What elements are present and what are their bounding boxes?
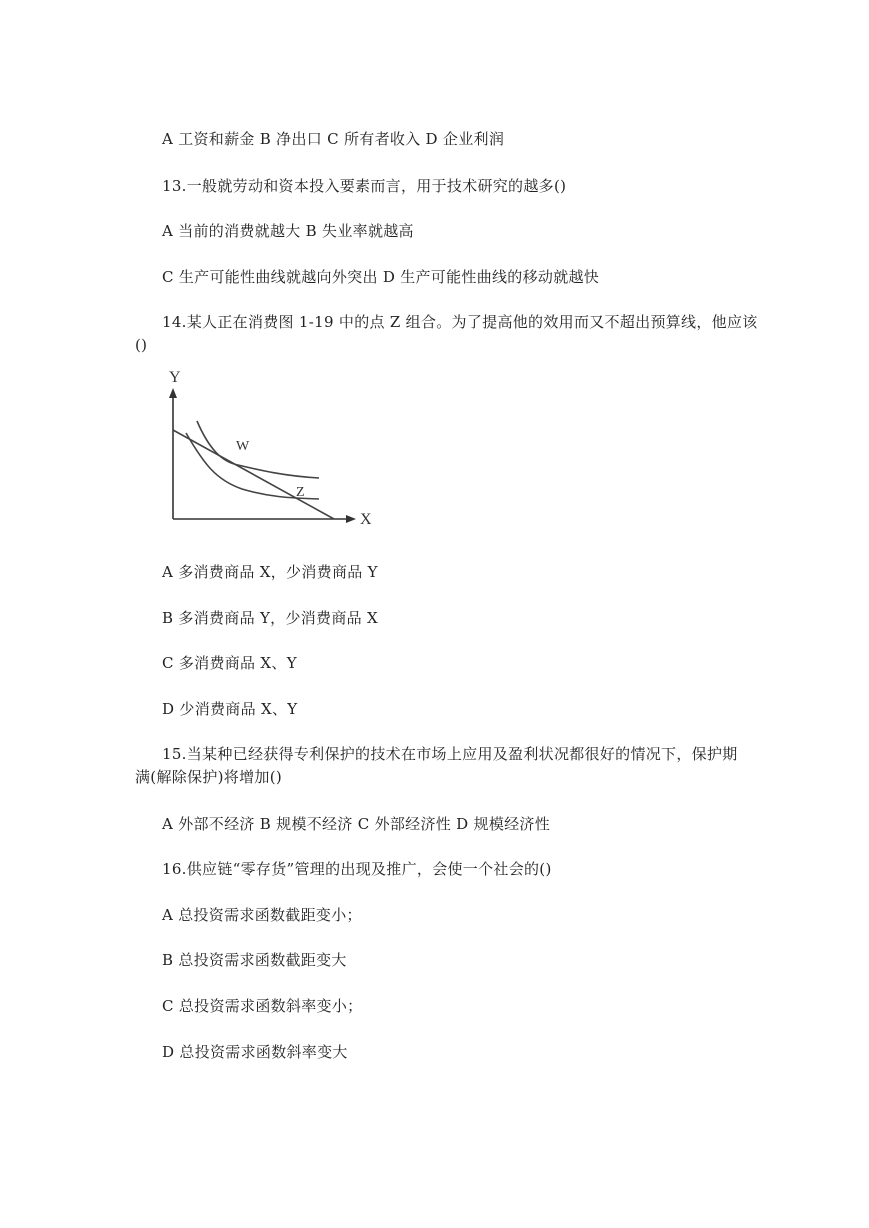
- y-axis-arrow: [169, 388, 177, 398]
- q14-question-line1: 14.某人正在消费图 1-19 中的点 Z 组合。为了提高他的效用而又不超出预算线，他应该: [162, 313, 758, 331]
- q16-question: 16.供应链“零存货”管理的出现及推广，会使一个社会的(): [162, 860, 552, 878]
- point-z-label: Z: [296, 485, 305, 500]
- q14-option-b: B 多消费商品 Y，少消费商品 X: [162, 609, 379, 627]
- point-w-label: W: [236, 439, 250, 454]
- q13-question: 13.一般就劳动和资本投入要素而言，用于技术研究的越多(): [162, 177, 567, 195]
- q12-options: A 工资和薪金 B 净出口 C 所有者收入 D 企业利润: [162, 130, 505, 148]
- q14-option-c: C 多消费商品 X、Y: [162, 654, 297, 672]
- q16-option-a: A 总投资需求函数截距变小；: [162, 906, 362, 924]
- indifference-curve-figure: [154, 364, 386, 528]
- figure-svg: [154, 364, 386, 528]
- q15-question-line1: 15.当某种已经获得专利保护的技术在市场上应用及盈利状况都很好的情况下，保护期: [162, 745, 738, 763]
- q15-question-line2: 满(解除保护)将增加(): [135, 768, 283, 786]
- q14-option-d: D 少消费商品 X、Y: [162, 700, 298, 718]
- q14-question-line2: (): [135, 336, 148, 354]
- x-axis-label: X: [360, 511, 372, 528]
- q14-option-a: A 多消费商品 X，少消费商品 Y: [162, 563, 378, 581]
- q16-option-d: D 总投资需求函数斜率变大: [162, 1043, 348, 1061]
- y-axis-label: Y: [169, 369, 181, 386]
- q16-option-b: B 总投资需求函数截距变大: [162, 951, 347, 969]
- q15-options: A 外部不经济 B 规模不经济 C 外部经济性 D 规模经济性: [162, 815, 551, 833]
- q13-options-cd: C 生产可能性曲线就越向外突出 D 生产可能性曲线的移动就越快: [162, 268, 600, 286]
- q13-options-ab: A 当前的消费就越大 B 失业率就越高: [162, 222, 414, 240]
- budget-line: [173, 430, 334, 519]
- q16-option-c: C 总投资需求函数斜率变小；: [162, 997, 363, 1015]
- indifference-curve-high: [197, 421, 319, 478]
- x-axis-arrow: [346, 515, 356, 523]
